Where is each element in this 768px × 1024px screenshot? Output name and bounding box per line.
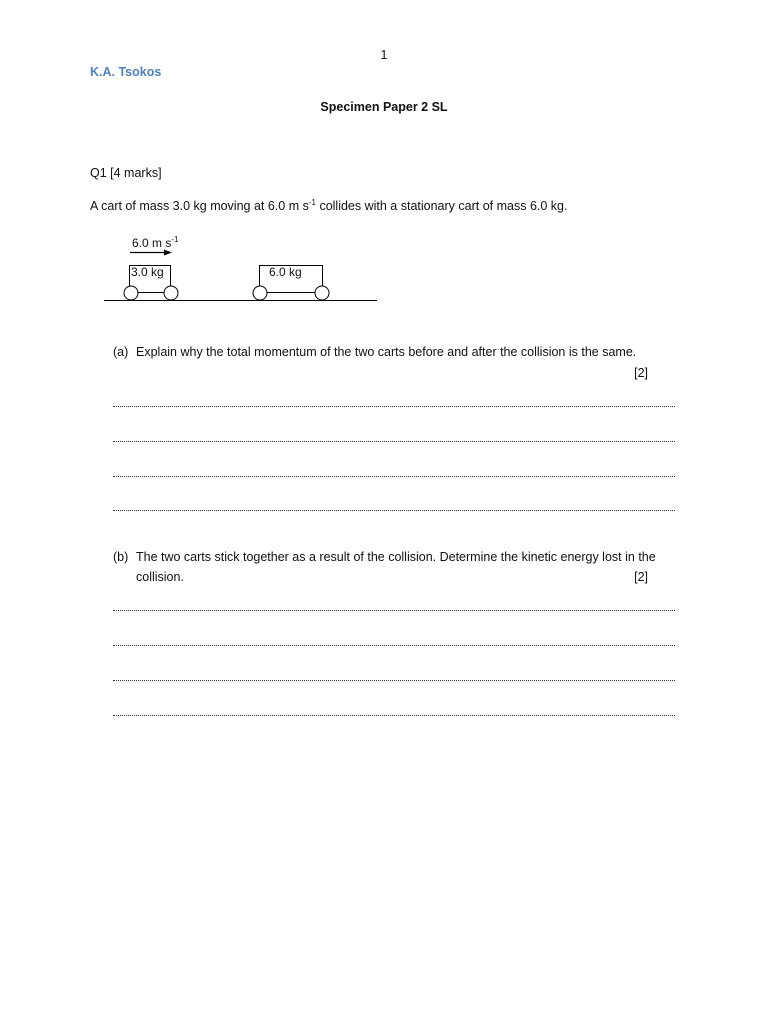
answer-line[interactable] [113,645,675,646]
collision-diagram-svg [100,232,390,307]
answer-line[interactable] [113,406,675,407]
cart-small-label: 3.0 kg [131,265,164,279]
answer-line[interactable] [113,441,675,442]
question-intro-exponent: -1 [308,197,316,207]
cart-large-wheel-left [253,286,267,300]
question-intro-text: A cart of mass 3.0 kg moving at 6.0 m s [90,199,309,213]
part-b-marks: [2] [634,570,648,584]
question-intro-text-end: collides with a stationary cart of mass 6.0 kg. [315,199,568,213]
collision-diagram [100,232,390,307]
part-b-text-line1: The two carts stick together as a result of the collision. Determine the kinetic energy lost in the [136,550,656,564]
part-b-label: (b) [113,550,129,564]
cart-small-wheel-right [164,286,178,300]
answer-line[interactable] [113,510,675,511]
part-b-text-line2: collision. [136,570,184,584]
velocity-label [132,235,179,250]
author-name: K.A. Tsokos [90,65,162,79]
part-a-text: Explain why the total momentum of the two carts before and after the collision is the same. [136,345,637,359]
cart-small-wheel-left [124,286,138,300]
answer-line[interactable] [113,610,675,611]
question-header: Q1 [4 marks] [90,166,162,180]
cart-large-label: 6.0 kg [269,265,302,279]
velocity-arrow-head [164,250,172,256]
cart-large-wheel-right [315,286,329,300]
velocity-label-exponent: -1 [171,235,179,244]
answer-line[interactable] [113,680,675,681]
paper-title: Specimen Paper 2 SL [320,100,448,114]
question-intro [90,199,567,213]
answer-line[interactable] [113,715,675,716]
velocity-label-text: 6.0 m s [132,236,172,250]
answer-line[interactable] [113,476,675,477]
part-a-marks: [2] [634,366,648,380]
part-a-label: (a) [113,345,129,359]
page-number: 1 [380,48,388,62]
